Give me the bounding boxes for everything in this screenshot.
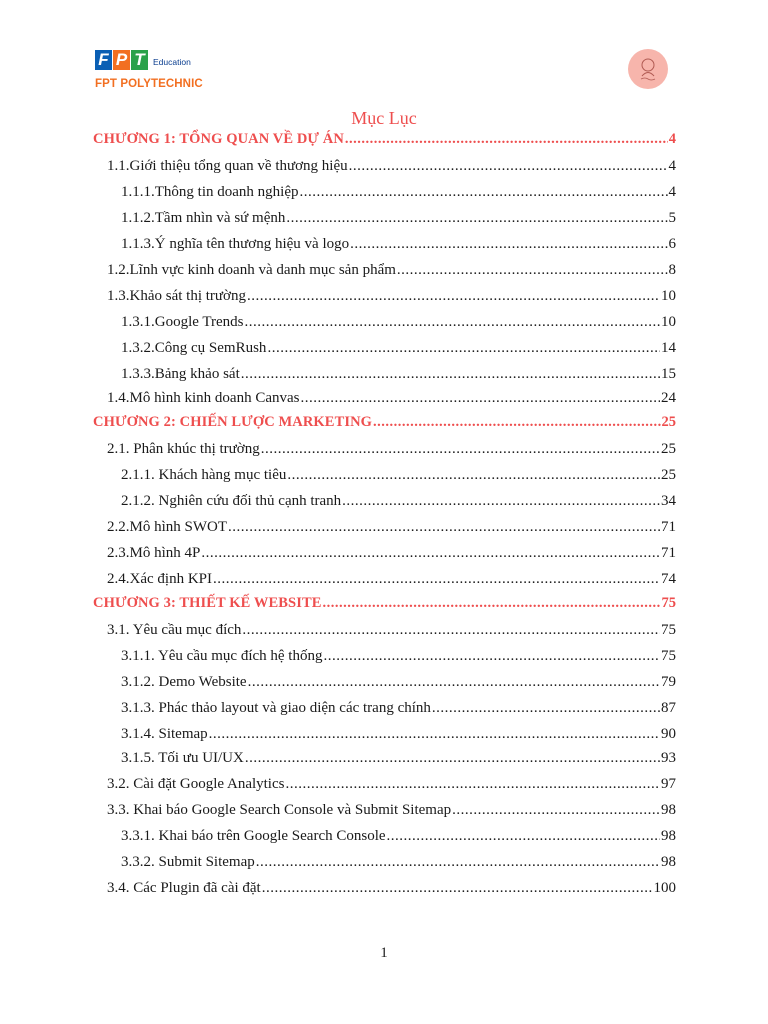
- fpt-letter-t: T: [131, 50, 148, 70]
- toc-entry-label: Bảng khảo sát: [154, 366, 240, 382]
- toc-leader-dots: [299, 181, 667, 203]
- toc-leader-dots: [397, 259, 668, 281]
- toc-entry-label: 3.2. Cài đặt Google Analytics: [107, 776, 285, 792]
- toc-entry[interactable]: [121, 207, 676, 229]
- toc-leader-dots: [201, 542, 660, 564]
- toc-entry-page: 75: [661, 648, 676, 664]
- toc-leader-dots: [248, 671, 660, 693]
- toc-entry[interactable]: [107, 773, 676, 795]
- toc-entry-page: 10: [661, 288, 676, 304]
- toc-leader-dots: [245, 747, 660, 769]
- toc-entry-label: Mô hình kinh doanh Canvas: [129, 390, 300, 406]
- toc-entry-label: 3.1.5. Tối ưu UI/UX: [121, 750, 244, 766]
- page-number: 1: [380, 945, 388, 961]
- toc-entry-label: CHƯƠNG 2: CHIẾN LƯỢC MARKETING: [93, 414, 373, 430]
- toc-entry-number: 2.4.: [107, 571, 130, 587]
- toc-entry-page: 6: [668, 236, 676, 252]
- toc-leader-dots: [323, 592, 661, 614]
- toc-entry-page: 15: [661, 366, 676, 382]
- toc-entry-page: 98: [661, 854, 676, 870]
- toc-entry-page: 25: [661, 467, 676, 483]
- toc-chapter-entry[interactable]: [93, 411, 676, 433]
- toc-chapter-entry[interactable]: [93, 128, 676, 150]
- toc-entry-page: 93: [661, 750, 676, 766]
- toc-entry[interactable]: [107, 516, 676, 538]
- toc-entry[interactable]: [107, 542, 676, 564]
- toc-entry[interactable]: [121, 311, 676, 333]
- toc-entry-label: 3.4. Các Plugin đã cài đặt: [107, 880, 261, 896]
- toc-entry-label: 3.1.3. Phác thảo layout và giao diện các trang chính: [121, 700, 431, 716]
- toc-entry-number: 2.3.: [107, 545, 130, 561]
- toc-entry-page: 74: [661, 571, 676, 587]
- toc-entry-label: Mô hình 4P: [129, 545, 201, 561]
- toc-leader-dots: [432, 697, 660, 719]
- toc-leader-dots: [323, 645, 660, 667]
- toc-entry[interactable]: [107, 877, 676, 899]
- toc-entry-page: 24: [661, 390, 676, 406]
- toc-leader-dots: [247, 285, 660, 307]
- toc-entry-page: 34: [661, 493, 676, 509]
- toc-entry[interactable]: [121, 363, 676, 385]
- toc-entry-label: 3.1.1. Yêu cầu mục đích hệ thống: [121, 648, 323, 664]
- toc-entry-label: Lĩnh vực kinh doanh và danh mục sản phẩm: [129, 262, 396, 278]
- toc-entry-label: Mô hình SWOT: [129, 519, 227, 535]
- toc-entry-number: 1.1.2.: [121, 210, 155, 226]
- toc-entry[interactable]: [107, 799, 676, 821]
- toc-entry-label: 3.3.1. Khai báo trên Google Search Console: [121, 828, 386, 844]
- toc-entry-label: 3.3.2. Submit Sitemap: [121, 854, 255, 870]
- toc-entry[interactable]: [107, 568, 676, 590]
- toc-entry[interactable]: [121, 337, 676, 359]
- toc-entry[interactable]: [121, 645, 676, 667]
- toc-leader-dots: [301, 387, 661, 409]
- toc-entry-number: 1.1.: [107, 158, 130, 174]
- toc-entry-label: 3.1.4. Sitemap: [121, 726, 208, 742]
- fpt-letter-p: P: [113, 50, 130, 70]
- toc-entry-label: 2.1.1. Khách hàng mục tiêu: [121, 467, 287, 483]
- toc-entry-number: 1.2.: [107, 262, 130, 278]
- toc-entry-page: 75: [661, 622, 676, 638]
- toc-leader-dots: [241, 363, 660, 385]
- toc-leader-dots: [256, 851, 660, 873]
- toc-leader-dots: [373, 411, 660, 433]
- toc-entry-label: Công cụ SemRush: [154, 340, 267, 356]
- toc-entry-page: 14: [661, 340, 676, 356]
- toc-leader-dots: [262, 877, 653, 899]
- toc-entry-label: CHƯƠNG 1: TỔNG QUAN VỀ DỰ ÁN: [93, 131, 344, 147]
- toc-entry[interactable]: [121, 723, 676, 745]
- toc-leader-dots: [452, 799, 660, 821]
- toc-leader-dots: [285, 773, 660, 795]
- toc-entry-label: 3.1.2. Demo Website: [121, 674, 247, 690]
- toc-entry-number: 1.1.3.: [121, 236, 155, 252]
- toc-entry[interactable]: [121, 464, 676, 486]
- toc-entry-label: 3.1. Yêu cầu mục đích: [107, 622, 242, 638]
- fpt-letter-f: F: [95, 50, 112, 70]
- toc-entry-number: 1.3.1.: [121, 314, 155, 330]
- toc-entry-page: 4: [668, 184, 676, 200]
- toc-entry[interactable]: [107, 619, 676, 641]
- toc-entry[interactable]: [121, 851, 676, 873]
- toc-title: Mục Lục: [351, 108, 417, 128]
- toc-entry-page: 4: [668, 131, 676, 147]
- toc-entry-label: CHƯƠNG 3: THIẾT KẾ WEBSITE: [93, 595, 322, 611]
- toc-leader-dots: [245, 311, 660, 333]
- toc-entry[interactable]: [107, 387, 676, 409]
- toc-leader-dots: [387, 825, 660, 847]
- toc-entry-number: 1.3.: [107, 288, 130, 304]
- toc-leader-dots: [349, 155, 668, 177]
- toc-entry[interactable]: [107, 438, 676, 460]
- toc-entry[interactable]: [121, 233, 676, 255]
- toc-entry-page: 79: [661, 674, 676, 690]
- toc-entry-page: 98: [661, 828, 676, 844]
- toc-entry-page: 5: [668, 210, 676, 226]
- toc-entry-page: 100: [653, 880, 676, 896]
- toc-entry-label: Giới thiệu tổng quan về thương hiệu: [129, 158, 348, 174]
- toc-entry-label: Xác định KPI: [129, 571, 212, 587]
- logo-education-text: Education: [153, 57, 191, 67]
- toc-entry-page: 71: [661, 545, 676, 561]
- toc-entry[interactable]: [121, 671, 676, 693]
- toc-entry-number: 1.1.1.: [121, 184, 155, 200]
- toc-leader-dots: [350, 233, 667, 255]
- toc-leader-dots: [267, 337, 660, 359]
- toc-entry[interactable]: [121, 181, 676, 203]
- toc-entry-page: 71: [661, 519, 676, 535]
- fpt-education-logo: [95, 50, 235, 96]
- toc-leader-dots: [213, 568, 660, 590]
- logo-polytechnic-text: FPT POLYTECHNIC: [95, 78, 203, 90]
- toc-entry-label: Ý nghĩa tên thương hiệu và logo: [154, 236, 350, 252]
- toc-entry-number: 1.4.: [107, 390, 130, 406]
- toc-leader-dots: [287, 464, 660, 486]
- toc-entry-label: Google Trends: [154, 314, 244, 330]
- toc-entry-label: 3.3. Khai báo Google Search Console và Submit Sitemap: [107, 802, 452, 818]
- toc-leader-dots: [342, 490, 660, 512]
- toc-entry-page: 25: [661, 414, 676, 430]
- toc-entry-label: Thông tin doanh nghiệp: [154, 184, 299, 200]
- toc-leader-dots: [261, 438, 660, 460]
- toc-entry-label: Khảo sát thị trường: [129, 288, 246, 304]
- toc-entry[interactable]: [121, 490, 676, 512]
- toc-entry-label: Tầm nhìn và sứ mệnh: [154, 210, 286, 226]
- toc-entry-page: 25: [661, 441, 676, 457]
- toc-entry[interactable]: [121, 825, 676, 847]
- toc-entry-number: 1.3.2.: [121, 340, 155, 356]
- brand-seal-icon: [628, 49, 668, 89]
- toc-leader-dots: [209, 723, 660, 745]
- toc-entry[interactable]: [121, 747, 676, 769]
- toc-entry-page: 4: [668, 158, 676, 174]
- toc-chapter-entry[interactable]: [93, 592, 676, 614]
- fpt-letters: [95, 50, 148, 70]
- toc-leader-dots: [345, 128, 668, 150]
- toc-entry-page: 97: [661, 776, 676, 792]
- page-header: [0, 0, 768, 110]
- toc-entry[interactable]: [107, 285, 676, 307]
- toc-entry-page: 75: [661, 595, 676, 611]
- toc-entry-page: 10: [661, 314, 676, 330]
- toc-leader-dots: [242, 619, 660, 641]
- toc-entry[interactable]: [107, 155, 676, 177]
- toc-leader-dots: [286, 207, 667, 229]
- toc-entry-page: 90: [661, 726, 676, 742]
- toc-entry-page: 98: [661, 802, 676, 818]
- toc-leader-dots: [228, 516, 660, 538]
- toc-entry-label: 2.1. Phân khúc thị trường: [107, 441, 260, 457]
- toc-entry[interactable]: [121, 697, 676, 719]
- toc-entry-page: 8: [668, 262, 676, 278]
- toc-entry[interactable]: [107, 259, 676, 281]
- toc-entry-number: 1.3.3.: [121, 366, 155, 382]
- toc-entry-label: 2.1.2. Nghiên cứu đối thủ cạnh tranh: [121, 493, 342, 509]
- toc-entry-number: 2.2.: [107, 519, 130, 535]
- toc-entry-page: 87: [661, 700, 676, 716]
